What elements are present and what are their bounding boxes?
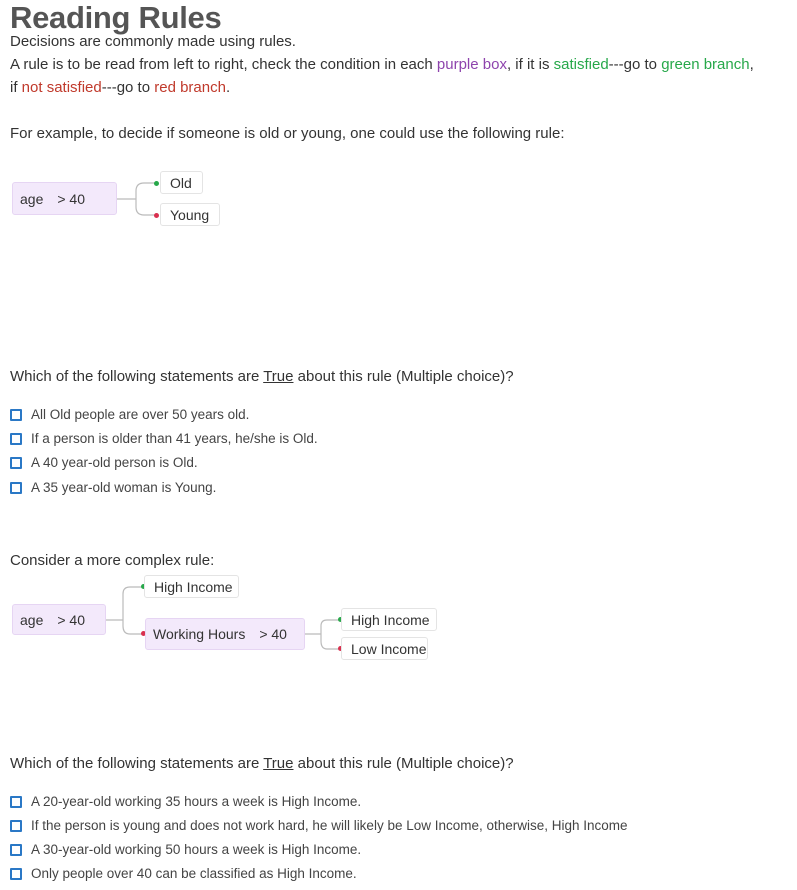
false-branch-dot — [154, 213, 159, 218]
condition-operator: > 40 — [259, 626, 287, 642]
checkbox[interactable] — [10, 868, 22, 880]
checkbox[interactable] — [10, 796, 22, 808]
intro-text: , — [749, 56, 754, 73]
option-label[interactable]: Only people over 40 can be classified as High Income. — [31, 866, 357, 881]
option-label[interactable]: A 20-year-old working 35 hours a week is High Income. — [31, 794, 362, 809]
purple-box-term: purple box — [436, 56, 507, 73]
true-emphasis: True — [263, 755, 294, 772]
intro-text: . — [225, 79, 231, 96]
true-emphasis: True — [263, 368, 294, 385]
q2-option-2[interactable] — [10, 818, 628, 833]
option-label[interactable]: If a person is older than 41 years, he/she is Old. — [31, 431, 318, 446]
intro-text: ---go to — [101, 79, 155, 96]
intro-text: ---go to — [608, 56, 662, 73]
intro-text: if — [10, 79, 22, 96]
rule-2-leaf-high-income: High Income — [144, 575, 239, 598]
condition-feature: Working Hours — [153, 626, 246, 642]
condition-operator: > 40 — [57, 611, 85, 628]
checkbox[interactable] — [10, 409, 22, 421]
question-text: about this rule (Multiple choice)? — [293, 368, 514, 385]
option-label[interactable]: If the person is young and does not work hard, he will likely be Low Income, otherwise, High Income — [31, 818, 628, 833]
q1-option-1[interactable] — [10, 407, 249, 422]
rule-1-condition-box — [12, 182, 117, 215]
checkbox[interactable] — [10, 457, 22, 469]
question-text: Which of the following statements are — [10, 755, 264, 772]
example-text: For example, to decide if someone is old or young, one could use the following rule: — [10, 125, 565, 142]
question-1-prompt — [10, 368, 514, 385]
rule-2-condition-box — [12, 604, 106, 635]
checkbox[interactable] — [10, 820, 22, 832]
page-title: Reading Rules — [10, 0, 222, 35]
intro-line-3 — [10, 79, 230, 96]
rule-2-sub-condition-box — [145, 618, 305, 650]
option-label[interactable]: A 35 year-old woman is Young. — [31, 480, 217, 495]
intro-line-2 — [10, 56, 754, 73]
red-branch-term: red branch — [154, 79, 226, 96]
satisfied-term: satisfied — [553, 56, 609, 73]
checkbox[interactable] — [10, 482, 22, 494]
rule-1-leaf-old: Old — [160, 171, 203, 194]
true-branch-dot — [154, 181, 159, 186]
intro-line-1: Decisions are commonly made using rules. — [10, 33, 296, 50]
question-2-prompt — [10, 755, 514, 772]
option-label[interactable]: All Old people are over 50 years old. — [31, 407, 250, 422]
rule-2-sub-leaf-high-income: High Income — [341, 608, 437, 631]
complex-rule-intro: Consider a more complex rule: — [10, 552, 215, 569]
condition-operator: > 40 — [57, 190, 85, 207]
rule-2-sub-leaf-low-income: Low Income — [341, 637, 428, 660]
q2-option-3[interactable] — [10, 842, 361, 857]
checkbox[interactable] — [10, 433, 22, 445]
condition-feature: age — [20, 190, 44, 207]
rule-1-leaf-young: Young — [160, 203, 220, 226]
option-label[interactable]: A 40 year-old person is Old. — [31, 455, 198, 470]
q1-option-4[interactable] — [10, 480, 216, 495]
condition-feature: age — [20, 611, 44, 628]
q2-option-4[interactable] — [10, 866, 357, 881]
q1-option-2[interactable] — [10, 431, 318, 446]
intro-text: , if it is — [506, 56, 554, 73]
q2-option-1[interactable] — [10, 794, 361, 809]
intro-text: A rule is to be read from left to right, check the condition in each — [10, 56, 437, 73]
green-branch-term: green branch — [661, 56, 750, 73]
checkbox[interactable] — [10, 844, 22, 856]
option-label[interactable]: A 30-year-old working 50 hours a week is High Income. — [31, 842, 362, 857]
not-satisfied-term: not satisfied — [21, 79, 102, 96]
question-text: Which of the following statements are — [10, 368, 264, 385]
q1-option-3[interactable] — [10, 455, 198, 470]
question-text: about this rule (Multiple choice)? — [293, 755, 514, 772]
